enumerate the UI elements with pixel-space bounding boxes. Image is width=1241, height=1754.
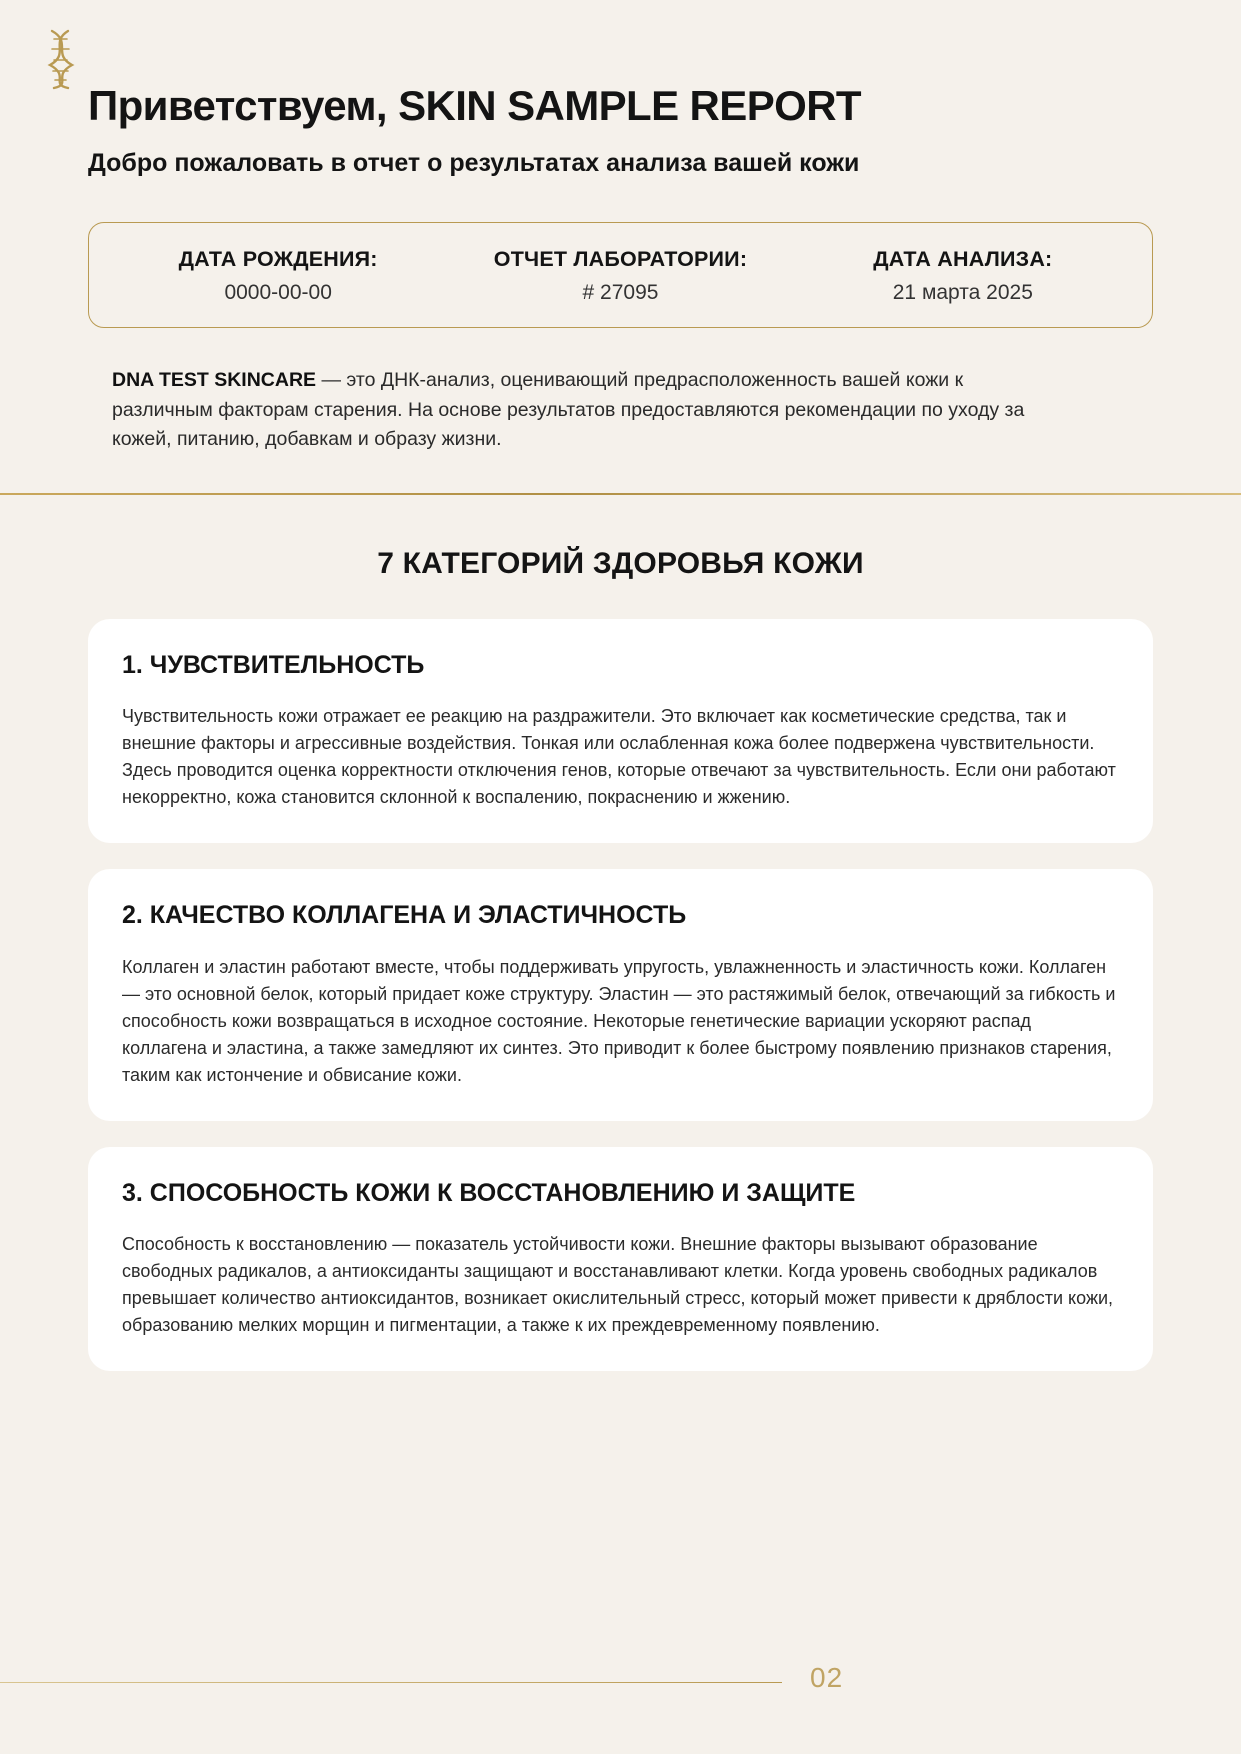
meta-value: 0000-00-00 xyxy=(224,281,332,305)
intro-lead: DNA TEST SKINCARE xyxy=(112,369,317,392)
card-title: 2. КАЧЕСТВО КОЛЛАГЕНА И ЭЛАСТИЧНОСТЬ xyxy=(122,901,687,930)
report-meta-card xyxy=(88,222,1153,328)
page-subtitle: Добро пожаловать в отчет о результатах анализа вашей кожи xyxy=(88,149,860,178)
card-text: Коллаген и эластин работают вместе, чтобы поддерживать упругость, увлажненность и эластичность кожи. Коллаген — это основной белок, который придает коже структуру. Эластин — это растяжимый белок, отвечающий за гибкость и способность кожи возвращаться в исходное состояние. Некоторые генетические вариации ускоряют распад коллагена и эластина, а также замедляют их синтез. Это приводит к более быстрому появлению признаков старения, таким как истончение и обвисание кожи. xyxy=(122,956,1116,1085)
card-title: 1. ЧУВСТВИТЕЛЬНОСТЬ xyxy=(122,650,425,679)
meta-label: ДАТА РОЖДЕНИЯ: xyxy=(178,247,378,272)
category-card-list xyxy=(88,619,1153,1372)
category-card-sensitivity xyxy=(88,619,1153,844)
meta-item-birthdate xyxy=(107,247,449,305)
intro-text: — это ДНК-анализ, оценивающий предрасположенность вашей кожи к различным факторам старения. На основе результатов предоставляются рекомендации по уходу за кожей, питанию, добавкам и образу жизни. xyxy=(112,369,1025,451)
category-card-repair xyxy=(88,1147,1153,1372)
dna-helix-icon xyxy=(42,28,82,90)
gold-divider xyxy=(0,493,1241,495)
card-text: Чувствительность кожи отражает ее реакцию на раздражители. Это включает как косметические средства, так и внешние факторы и агрессивные воздействия. Тонкая или ослабленная кожа более подвержена чувствительности. Здесь проводится оценка корректности отключения генов, которые отвечают за чувствительность. Если они работают некорректно, кожа становится склонной к воспалению, покраснению и жжению. xyxy=(122,706,1116,808)
meta-value: # 27095 xyxy=(582,281,659,305)
page-title: Приветствуем, SKIN SAMPLE REPORT xyxy=(88,82,861,129)
meta-label: ДАТА АНАЛИЗА: xyxy=(873,247,1053,272)
section-title: 7 КАТЕГОРИЙ ЗДОРОВЬЯ КОЖИ xyxy=(377,546,864,580)
meta-value: 21 марта 2025 xyxy=(892,281,1033,305)
meta-label: ОТЧЕТ ЛАБОРАТОРИИ: xyxy=(493,247,748,272)
meta-item-lab-report xyxy=(449,247,791,305)
category-card-collagen xyxy=(88,869,1153,1121)
intro-paragraph xyxy=(112,366,1042,455)
page-number: 02 xyxy=(810,1662,844,1693)
page-footer xyxy=(0,1662,1241,1702)
card-text: Способность к восстановлению — показатель устойчивости кожи. Внешние факторы вызывают образование свободных радикалов, а антиоксиданты защищают и восстанавливают клетки. Когда уровень свободных радикалов превышает количество антиоксидантов, возникает окислительный стресс, который может привести к дряблости кожи, образованию мелких морщин и пигментации, а также к их преждевременному появлению. xyxy=(122,1234,1114,1336)
card-title: 3. СПОСОБНОСТЬ КОЖИ К ВОССТАНОВЛЕНИЮ И ЗАЩИТЕ xyxy=(122,1178,856,1207)
page-header xyxy=(0,0,1241,180)
meta-item-analysis-date xyxy=(792,247,1134,305)
footer-rule xyxy=(0,1682,782,1683)
